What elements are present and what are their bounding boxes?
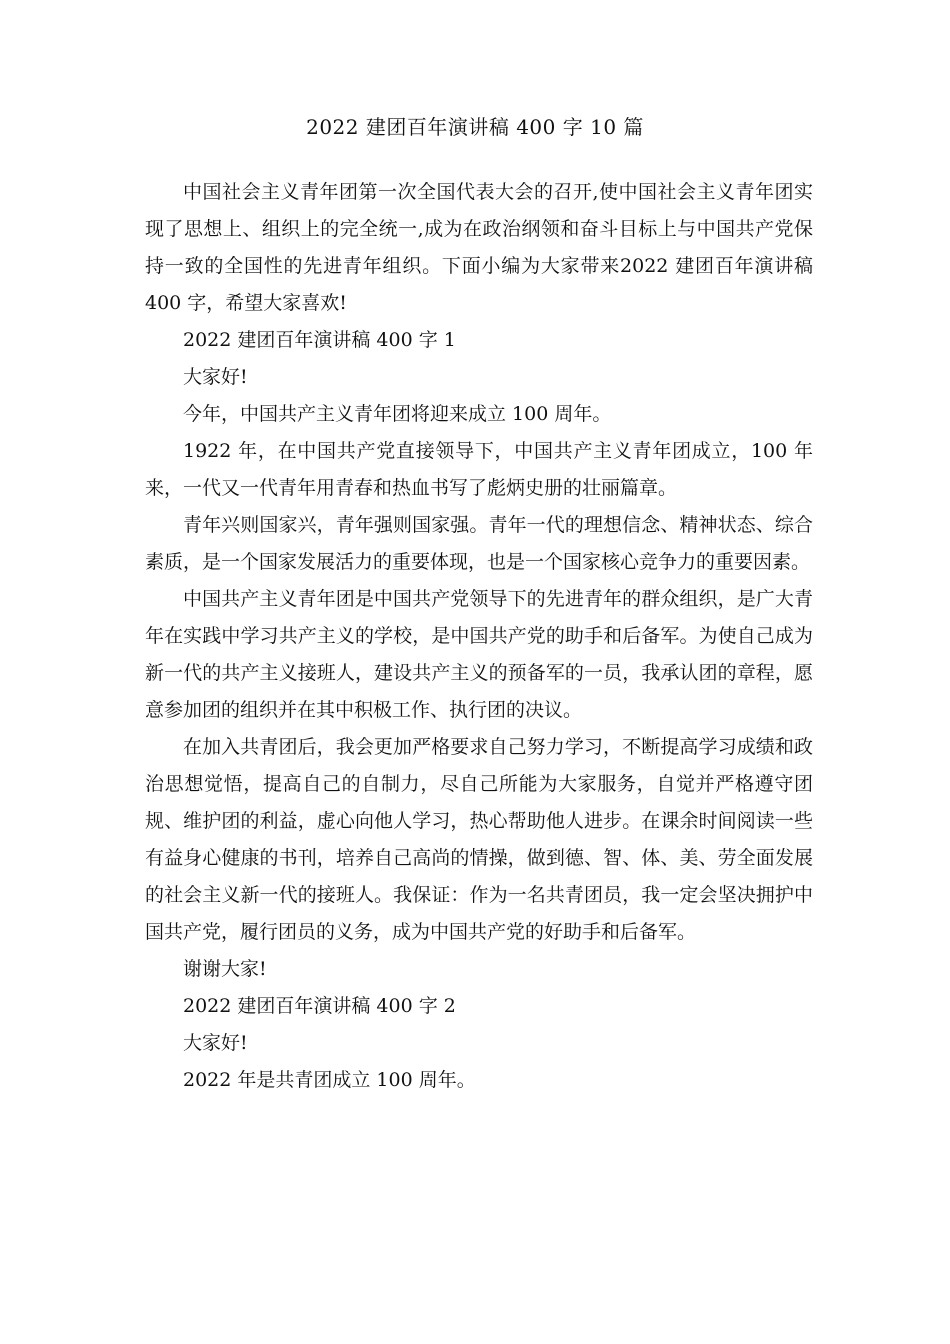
paragraph: 2022 年是共青团成立 100 周年。 xyxy=(183,1069,476,1091)
paragraph: 青年兴则国家兴，青年强则国家强。青年一代的理想信念、精神状态、综合素质，是一个国家发展活力的重要体现，也是一个国家核心竞争力的重要因素。 xyxy=(145,514,813,573)
paragraph: 1922 年，在中国共产党直接领导下，中国共产主义青年团成立，100 年来，一代又一代青年用青春和热血书写了彪炳史册的壮丽篇章。 xyxy=(145,440,813,499)
document-body xyxy=(145,174,813,1099)
paragraph: 中国共产主义青年团是中国共产党领导下的先进青年的群众组织，是广大青年在实践中学习共产主义的学校，是中国共产党的助手和后备军。为使自己成为新一代的共产主义接班人，建设共产主义的预备军的一员，我承认团的章程，愿意参加团的组织并在其中积极工作、执行团的决议。 xyxy=(145,588,813,721)
paragraph: 在加入共青团后，我会更加严格要求自己努力学习，不断提高学习成绩和政治思想觉悟，提高自己的自制力，尽自己所能为大家服务，自觉并严格遵守团规、维护团的利益，虚心向他人学习，热心帮助他人进步。在课余时间阅读一些有益身心健康的书刊，培养自己高尚的情操，做到德、智、体、美、劳全面发展的社会主义新一代的接班人。我保证：作为一名共青团员，我一定会坚决拥护中国共产党，履行团员的义务，成为中国共产党的好助手和后备军。 xyxy=(145,736,813,943)
paragraph-greeting: 大家好! xyxy=(183,366,248,388)
paragraph-greeting: 大家好! xyxy=(183,1032,248,1054)
paragraph-intro: 中国社会主义青年团第一次全国代表大会的召开,使中国社会主义青年团实现了思想上、组织上的完全统一,成为在政治纲领和奋斗目标上与中国共产党保持一致的全国性的先进青年组织。下面小编为大家带来2022 建团百年演讲稿 400 字，希望大家喜欢! xyxy=(145,181,813,314)
paragraph-section-heading-1: 2022 建团百年演讲稿 400 字 1 xyxy=(183,329,456,351)
paragraph: 今年，中国共产主义青年团将迎来成立 100 周年。 xyxy=(183,403,612,425)
paragraph-closing: 谢谢大家! xyxy=(183,958,267,980)
paragraph-section-heading-2: 2022 建团百年演讲稿 400 字 2 xyxy=(183,995,456,1017)
document-title: 2022 建团百年演讲稿 400 字 10 篇 xyxy=(306,115,644,139)
